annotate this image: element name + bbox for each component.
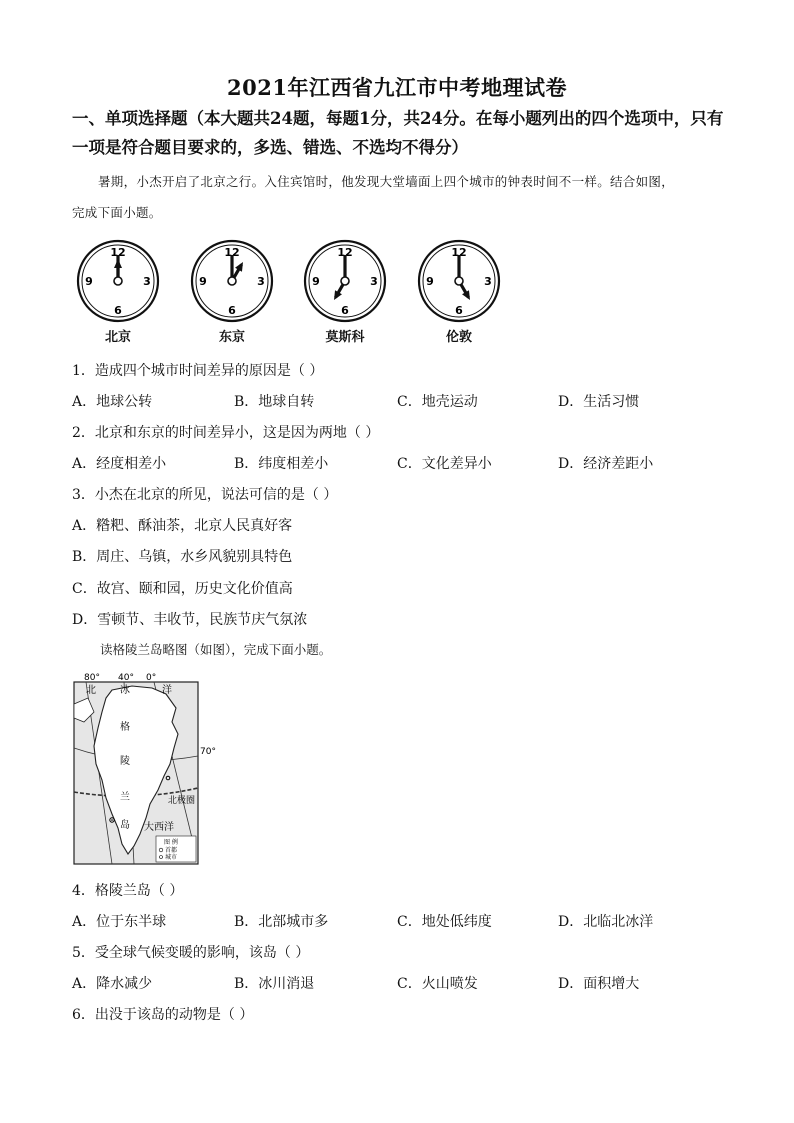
clock-numeral-12: 12: [110, 246, 126, 259]
question-5-stem: 5．受全球气候变暖的影响，该岛（ ）: [72, 945, 310, 961]
clock-numeral-3: 3: [484, 275, 492, 288]
clocks-svg: [74, 236, 514, 326]
q5-option-d: D．面积增大: [558, 976, 640, 992]
ocean-label-bing: 冰: [120, 685, 130, 696]
section-heading-line2: 一项是符合题目要求的，多选、错选、不选均不得分）: [72, 138, 468, 157]
question-1-stem: 1．造成四个城市时间差异的原因是（ ）: [72, 363, 324, 379]
legend-city-label: 城市: [165, 854, 178, 861]
q2-option-d: D．经济差距小: [558, 456, 654, 472]
clock-numeral-12: 12: [451, 246, 467, 259]
q1-option-d: D．生活习惯: [558, 394, 640, 410]
clock-label-london: 伦敦: [445, 330, 472, 345]
clock-center-hub: [114, 277, 122, 285]
q4-option-a: A．位于东半球: [72, 914, 167, 930]
q5-option-b: B．冰川消退: [234, 976, 315, 992]
greenland-map-svg: [72, 668, 222, 866]
clock-numeral-12: 12: [337, 246, 353, 259]
legend-title: 图 例: [164, 839, 178, 846]
lat-label-70: 70°: [200, 747, 216, 757]
clock-label-moscow: 莫斯科: [325, 330, 365, 345]
clock-center-hub: [455, 277, 463, 285]
clock-figure: [74, 236, 514, 346]
clock-center-hub: [228, 277, 236, 285]
clock-numeral-6: 6: [455, 304, 463, 317]
clock-label-tokyo: 东京: [218, 330, 245, 345]
q4-option-c: C．地处低纬度: [397, 914, 492, 930]
q2-option-b: B．纬度相差小: [234, 456, 329, 472]
q5-option-a: A．降水减少: [72, 976, 153, 992]
q2-option-c: C．文化差异小: [397, 456, 492, 472]
q2-option-a: A．经度相差小: [72, 456, 167, 472]
q1-option-c: C．地壳运动: [397, 394, 478, 410]
section-heading: [72, 104, 732, 162]
clock-numeral-9: 9: [312, 275, 320, 288]
q4-option-d: D．北临北冰洋: [558, 914, 654, 930]
q3-option-c: C．故宫、颐和园，历史文化价值高: [72, 581, 293, 597]
q4-option-b: B．北部城市多: [234, 914, 329, 930]
clock-numeral-3: 3: [143, 275, 151, 288]
clock-numeral-9: 9: [199, 275, 207, 288]
q5-option-c: C．火山喷发: [397, 976, 478, 992]
page-title: 2021年江西省九江市中考地理试卷: [227, 75, 567, 100]
intro-paragraph: [72, 166, 732, 228]
capital-dot: [111, 819, 113, 821]
clock-numeral-6: 6: [341, 304, 349, 317]
clock-moscow: [305, 241, 385, 321]
lon-label-0: 0°: [146, 673, 157, 683]
island-label-ling: 陵: [120, 756, 130, 767]
intro-map: 读格陵兰岛略图（如图），完成下面小题。: [100, 642, 332, 657]
island-label-ge: 格: [120, 722, 130, 733]
clock-london: [419, 241, 499, 321]
clock-numeral-6: 6: [228, 304, 236, 317]
island-label-dao: 岛: [120, 820, 130, 831]
q1-option-a: A．地球公转: [72, 394, 153, 410]
legend-capital-label: 首都: [165, 847, 178, 854]
ocean-label-bei: 北: [86, 685, 96, 696]
island-label-lan: 兰: [120, 792, 130, 803]
clock-tokyo: [192, 241, 272, 321]
greenland-map: [72, 668, 222, 866]
clock-numeral-12: 12: [224, 246, 240, 259]
question-2-stem: 2．北京和东京的时间差异小，这是因为两地（ ）: [72, 425, 380, 441]
clock-numeral-9: 9: [426, 275, 434, 288]
atlantic-label: 大西洋: [144, 822, 174, 833]
clock-numeral-9: 9: [85, 275, 93, 288]
intro-line1: 暑期，小杰开启了北京之行。入住宾馆时，他发现大堂墙面上四个城市的钟表时间不一样。结合如图，: [98, 174, 675, 189]
clock-numeral-3: 3: [257, 275, 265, 288]
clock-numeral-3: 3: [370, 275, 378, 288]
q3-option-b: B．周庄、乌镇，水乡风貌别具特色: [72, 549, 293, 565]
q1-option-b: B．地球自转: [234, 394, 315, 410]
intro-line2: 完成下面小题。: [72, 205, 162, 220]
question-6-stem: 6．出没于该岛的动物是（ ）: [72, 1007, 254, 1023]
clock-center-hub: [341, 277, 349, 285]
lon-label-80: 80°: [84, 673, 100, 683]
clock-label-beijing: 北京: [104, 330, 131, 345]
question-4-stem: 4．格陵兰岛（ ）: [72, 883, 184, 899]
clock-beijing: [78, 241, 158, 321]
ocean-label-yang: 洋: [162, 685, 172, 696]
clock-numeral-6: 6: [114, 304, 122, 317]
q3-option-d: D．雪顿节、丰收节，民族节庆气氛浓: [72, 612, 308, 628]
section-heading-line1: 一、单项选择题（本大题共24题，每题1分，共24分。在每小题列出的四个选项中，只有: [72, 109, 724, 128]
arctic-circle-label: 北极圈: [168, 796, 196, 806]
question-3-stem: 3．小杰在北京的所见，说法可信的是（ ）: [72, 487, 338, 503]
q3-option-a: A．糌粑、酥油茶，北京人民真好客: [72, 518, 293, 534]
lon-label-40: 40°: [118, 673, 134, 683]
